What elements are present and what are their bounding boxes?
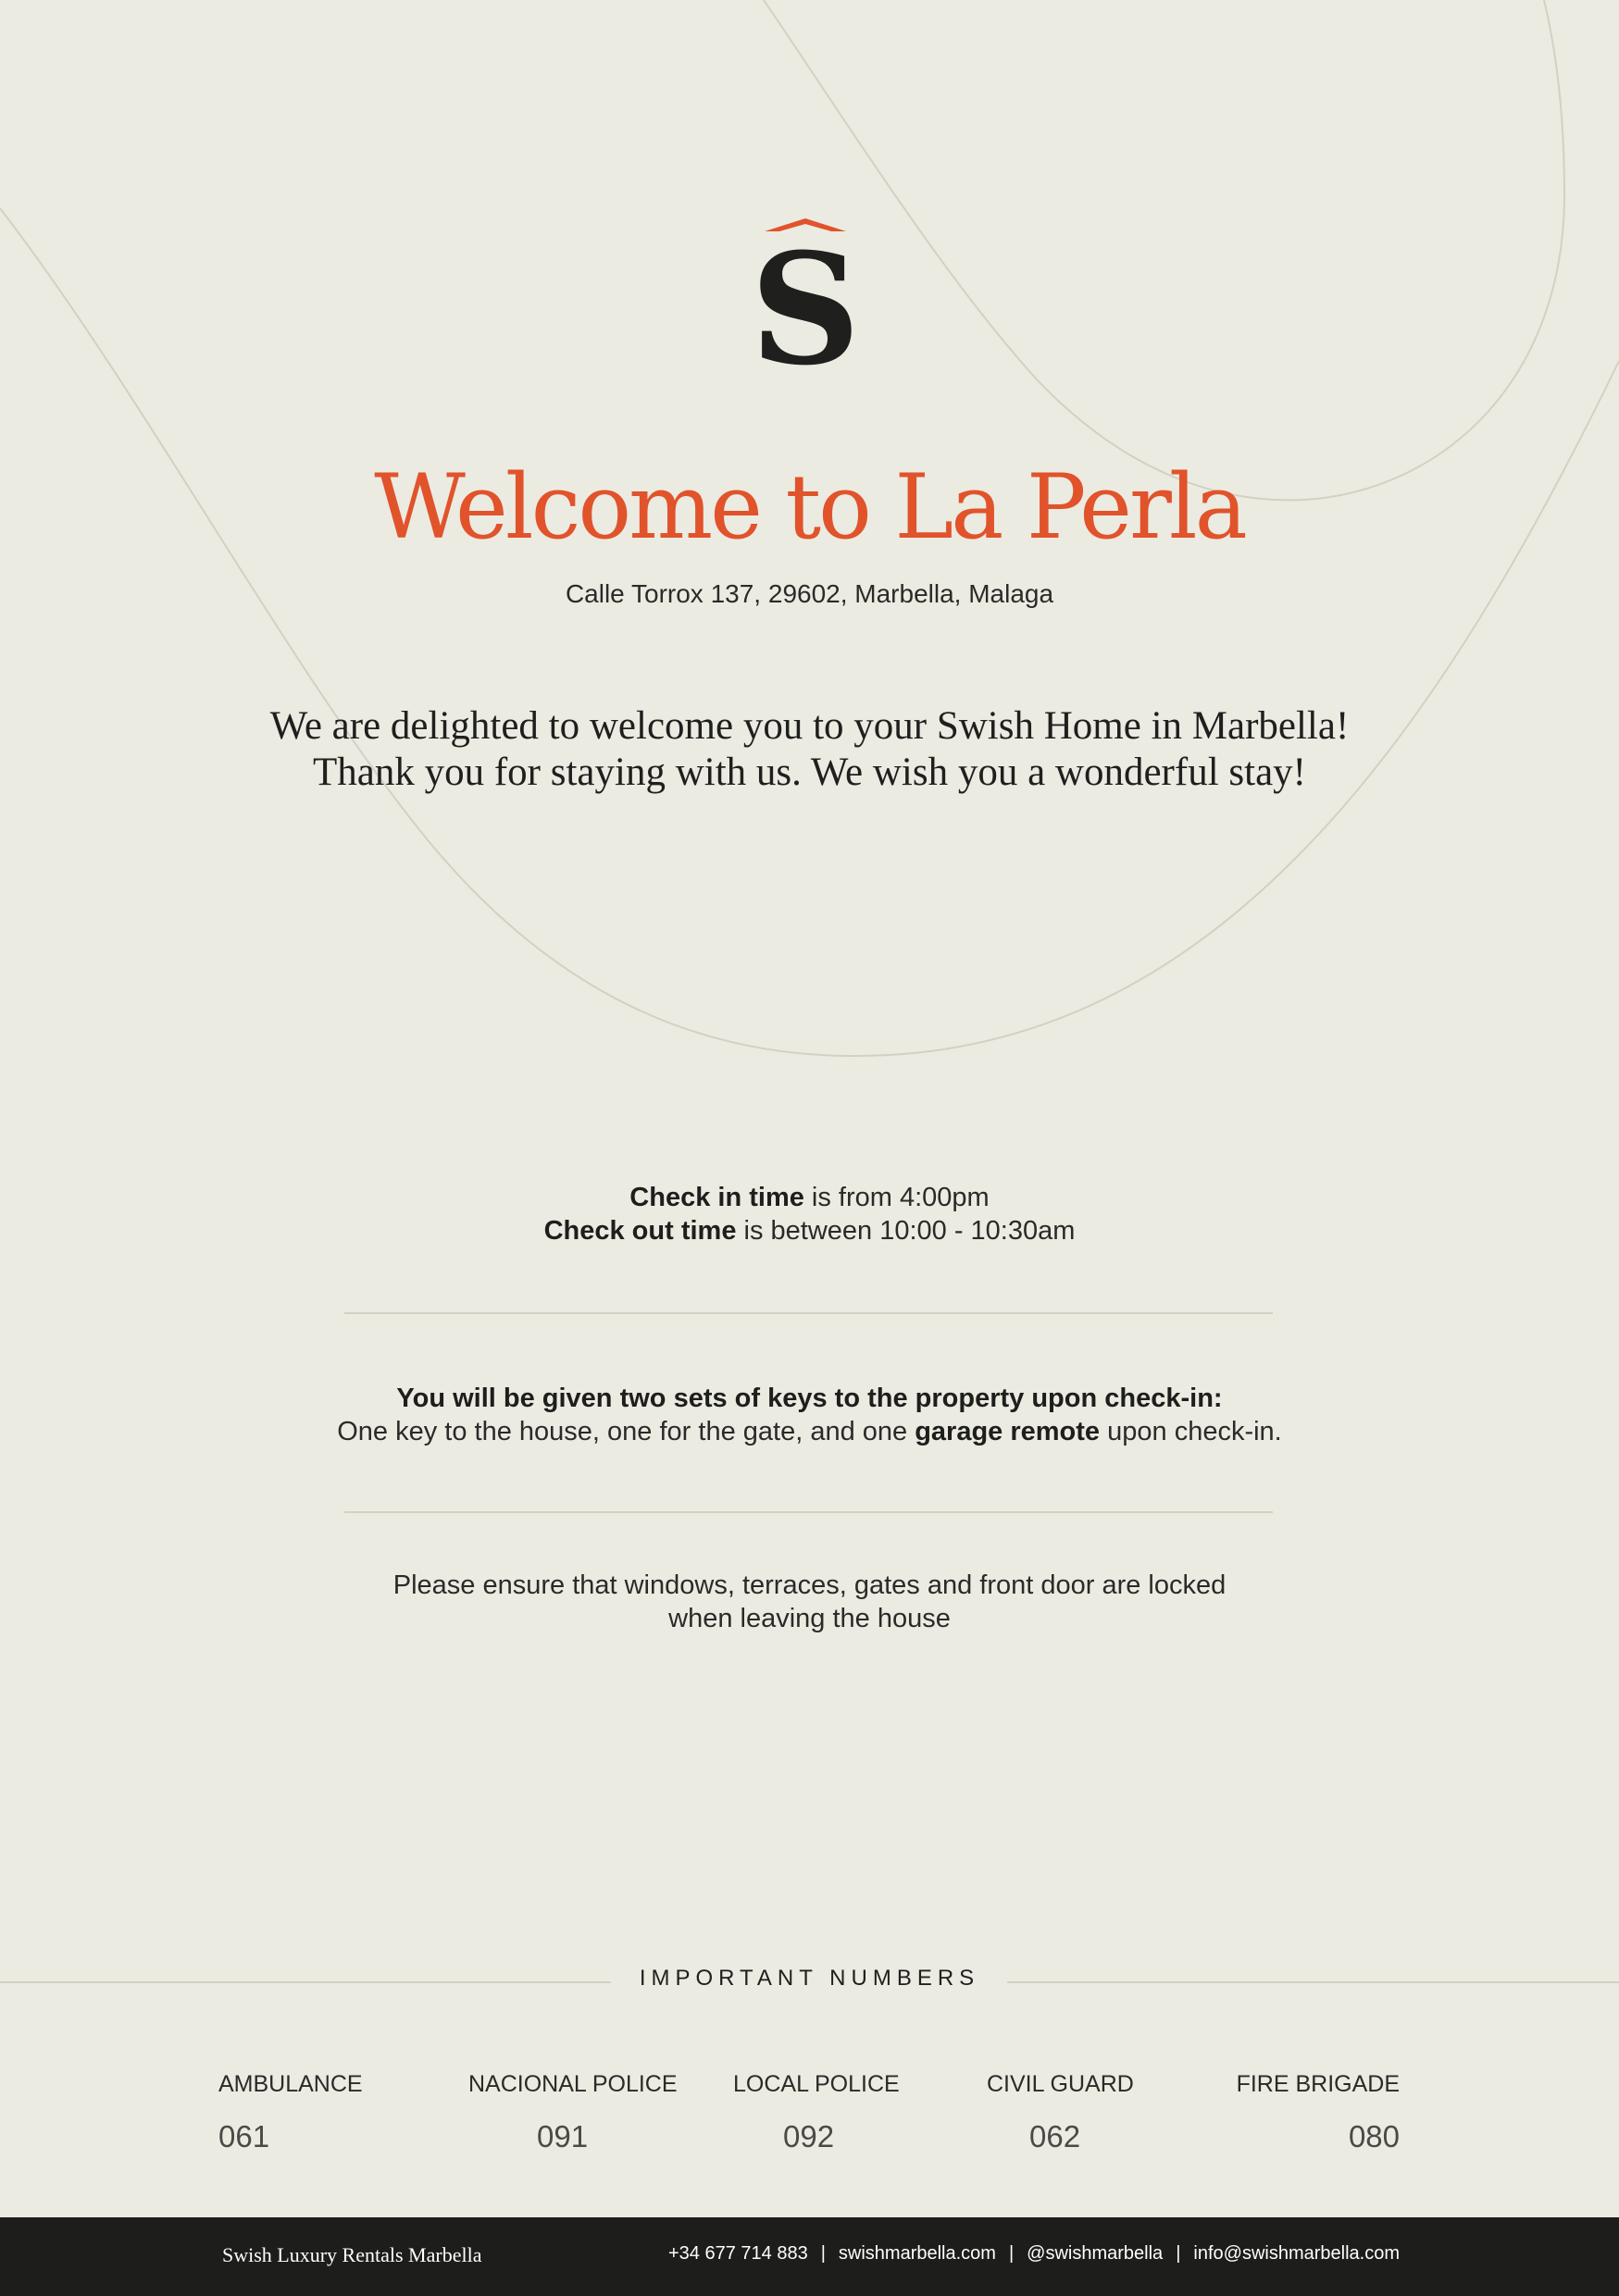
property-address: Calle Torrox 137, 29602, Marbella, Malaga — [565, 579, 1054, 608]
footer-email-link[interactable]: info@swishmarbella.com — [1193, 2243, 1400, 2264]
footer — [0, 2217, 1619, 2296]
garage-remote-highlight: garage remote — [915, 1417, 1101, 1446]
fire-brigade-number: 080 — [1348, 2119, 1400, 2153]
divider — [344, 1511, 1273, 1513]
welcome-line-1: We are delighted to welcome you to your Swish Home in Marbella! — [269, 704, 1350, 748]
divider — [344, 1312, 1273, 1314]
keys-text-after: upon check-in. — [1100, 1417, 1282, 1446]
footer-brand: Swish Luxury Rentals Marbella — [222, 2243, 482, 2266]
fire-brigade-label: FIRE BRIGADE — [1236, 2071, 1400, 2097]
checkout-line — [0, 1214, 1619, 1247]
footer-phone[interactable]: +34 677 714 883 — [668, 2243, 808, 2264]
checkin-label: Check in time — [629, 1183, 804, 1212]
nacional-police-number: 091 — [537, 2119, 589, 2153]
civil-guard-label: CIVIL GUARD — [987, 2071, 1134, 2097]
ambulance-label: AMBULANCE — [218, 2071, 363, 2097]
keys-text-before: One key to the house, one for the gate, and one — [337, 1417, 915, 1446]
security-line-2: when leaving the house — [668, 1604, 951, 1633]
checkin-line — [0, 1181, 1619, 1214]
nacional-police-label: NACIONAL POLICE — [468, 2071, 678, 2097]
keys-details — [0, 1415, 1619, 1448]
welcome-message — [0, 703, 1619, 796]
swish-s-logo-icon — [750, 215, 861, 372]
footer-separator: | — [1008, 2243, 1015, 2264]
civil-guard-number: 062 — [1029, 2119, 1081, 2153]
page-title: Welcome to La Perla — [374, 455, 1245, 559]
security-line-1: Please ensure that windows, terraces, gates and front door are locked — [392, 1570, 1227, 1600]
checkout-label: Check out time — [543, 1216, 737, 1246]
keys-info — [0, 1382, 1619, 1448]
ambulance-number: 061 — [218, 2119, 270, 2153]
footer-contacts — [668, 2243, 1400, 2265]
important-numbers-heading-text: IMPORTANT NUMBERS — [639, 1966, 980, 1991]
important-numbers-heading — [0, 1966, 1619, 1992]
footer-separator: | — [820, 2243, 826, 2264]
local-police-label: LOCAL POLICE — [733, 2071, 900, 2097]
footer-separator: | — [1176, 2243, 1181, 2264]
footer-website-link[interactable]: swishmarbella.com — [838, 2243, 996, 2264]
local-police-number: 092 — [783, 2119, 835, 2153]
checkout-text: is between 10:00 - 10:30am — [736, 1216, 1076, 1246]
footer-social-link[interactable]: @swishmarbella — [1027, 2243, 1164, 2264]
welcome-line-2: Thank you for staying with us. We wish you a wonderful stay! — [313, 751, 1306, 794]
checkin-text: is from 4:00pm — [803, 1183, 990, 1212]
decorative-curve-upper — [764, 0, 1564, 500]
check-times — [0, 1181, 1619, 1247]
security-note — [0, 1569, 1619, 1635]
keys-heading-text: You will be given two sets of keys to the property upon check-in: — [396, 1384, 1223, 1413]
svg-text:S: S — [750, 219, 861, 372]
keys-heading — [0, 1382, 1619, 1415]
